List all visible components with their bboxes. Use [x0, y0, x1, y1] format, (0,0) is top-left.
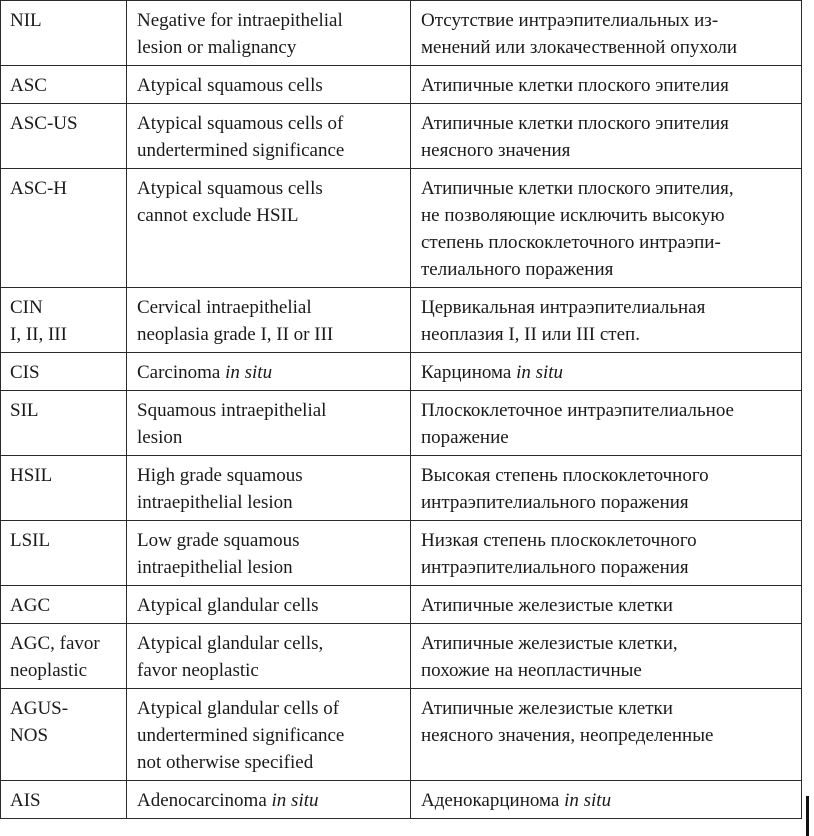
text-line	[137, 695, 402, 722]
russian-term-text: Атипичные клетки плоского эпителия,	[421, 178, 734, 199]
text-line	[421, 592, 793, 619]
table-row	[1, 104, 802, 169]
english-term-text: Carcinoma	[137, 362, 226, 383]
text-line	[137, 657, 402, 684]
russian-term-text: Отсутствие интраэпителиальных из-	[421, 10, 719, 31]
text-line	[421, 489, 793, 516]
text-line	[421, 72, 793, 99]
russian-term-text: Атипичные железистые клетки	[421, 595, 673, 616]
russian-term-cell	[411, 104, 802, 169]
table-row	[1, 288, 802, 353]
text-line	[137, 7, 402, 34]
english-term-text: not otherwise specified	[137, 752, 314, 773]
text-line	[137, 72, 402, 99]
abbreviation-cell	[1, 353, 127, 391]
english-term-text: Atypical squamous cells	[137, 178, 323, 199]
abbreviation-text: I, II, III	[10, 324, 67, 345]
english-term-text: Atypical glandular cells,	[137, 633, 324, 654]
text-line	[137, 137, 402, 164]
text-line	[421, 110, 793, 137]
abbreviation-cell	[1, 104, 127, 169]
text-line	[137, 397, 402, 424]
text-line	[137, 294, 402, 321]
table-row	[1, 353, 802, 391]
english-term-text: Adenocarcinoma	[137, 790, 272, 811]
table-row	[1, 781, 802, 819]
russian-term-cell	[411, 66, 802, 104]
english-term-text: intraepithelial lesion	[137, 492, 293, 513]
text-line	[137, 202, 402, 229]
text-line	[421, 787, 793, 814]
english-term-text: Atypical glandular cells of	[137, 698, 340, 719]
english-term-cell	[127, 456, 411, 521]
abbreviation-text: CIN	[10, 297, 43, 318]
text-line	[421, 137, 793, 164]
russian-term-text: Цервикальная интраэпителиальная	[421, 297, 706, 318]
russian-term-text: телиального поражения	[421, 259, 614, 280]
text-line	[137, 722, 402, 749]
text-line	[421, 175, 793, 202]
russian-term-cell	[411, 586, 802, 624]
abbreviation-text: NIL	[10, 10, 42, 31]
abbreviation-text: AIS	[10, 790, 41, 811]
italic-term-text: in situ	[225, 362, 273, 383]
cropped-edge-mark	[806, 796, 809, 836]
abbreviation-text: ASC	[10, 75, 47, 96]
table-body	[1, 1, 802, 819]
table-row	[1, 391, 802, 456]
abbreviation-cell	[1, 781, 127, 819]
english-term-cell	[127, 104, 411, 169]
russian-term-text: менений или злокачественной опухоли	[421, 37, 738, 58]
abbreviation-text: AGUS-	[10, 698, 69, 719]
text-line	[137, 424, 402, 451]
text-line	[137, 321, 402, 348]
text-line	[137, 787, 402, 814]
english-term-text: undertermined significance	[137, 725, 345, 746]
text-line	[137, 527, 402, 554]
text-line	[137, 110, 402, 137]
english-term-text: Squamous intraepithelial	[137, 400, 327, 421]
text-line	[421, 359, 793, 386]
russian-term-text: Атипичные железистые клетки	[421, 698, 673, 719]
abbreviation-text: LSIL	[10, 530, 51, 551]
russian-term-text: Атипичные клетки плоского эпителия	[421, 75, 729, 96]
english-term-cell	[127, 781, 411, 819]
russian-term-text: интраэпителиального поражения	[421, 492, 689, 513]
text-line	[421, 321, 793, 348]
russian-term-cell	[411, 521, 802, 586]
abbreviation-text: HSIL	[10, 465, 53, 486]
table-row	[1, 586, 802, 624]
text-line	[421, 256, 793, 283]
text-line	[421, 527, 793, 554]
english-term-cell	[127, 624, 411, 689]
english-term-text: Cervical intraepithelial	[137, 297, 312, 318]
abbreviation-cell	[1, 169, 127, 288]
text-line	[137, 630, 402, 657]
text-line	[421, 294, 793, 321]
russian-term-text: не позволяющие исключить высокую	[421, 205, 725, 226]
text-line	[137, 175, 402, 202]
english-term-text: lesion or malignancy	[137, 37, 297, 58]
text-line	[421, 657, 793, 684]
italic-term-text: in situ	[516, 362, 564, 383]
english-term-cell	[127, 586, 411, 624]
russian-term-text: Аденокарцинома	[421, 790, 565, 811]
text-line	[421, 229, 793, 256]
english-term-text: Low grade squamous	[137, 530, 300, 551]
english-term-text: Atypical squamous cells of	[137, 113, 344, 134]
text-line	[421, 34, 793, 61]
english-term-text: favor neoplastic	[137, 660, 259, 681]
russian-term-text: Атипичные клетки плоского эпителия	[421, 113, 729, 134]
english-term-cell	[127, 1, 411, 66]
abbreviation-cell	[1, 689, 127, 781]
abbreviation-text: CIS	[10, 362, 40, 383]
text-line	[421, 397, 793, 424]
text-line	[421, 7, 793, 34]
text-line	[421, 202, 793, 229]
text-line	[137, 359, 402, 386]
table-row	[1, 689, 802, 781]
russian-term-text: похожие на неопластичные	[421, 660, 642, 681]
russian-term-cell	[411, 624, 802, 689]
russian-term-cell	[411, 353, 802, 391]
english-term-cell	[127, 66, 411, 104]
text-line	[137, 489, 402, 516]
english-term-text: Atypical squamous cells	[137, 75, 323, 96]
russian-term-cell	[411, 391, 802, 456]
abbreviation-text: AGC, favor	[10, 633, 100, 654]
english-term-text: Atypical glandular cells	[137, 595, 319, 616]
abbreviation-text: NOS	[10, 725, 49, 746]
russian-term-text: Низкая степень плоскоклеточного	[421, 530, 697, 551]
english-term-cell	[127, 353, 411, 391]
text-line	[421, 462, 793, 489]
russian-term-cell	[411, 288, 802, 353]
italic-term-text: in situ	[271, 790, 319, 811]
abbreviation-text: AGC	[10, 595, 51, 616]
italic-term-text: in situ	[564, 790, 612, 811]
russian-term-text: неясного значения, неопределенные	[421, 725, 714, 746]
abbreviation-cell	[1, 456, 127, 521]
russian-term-text: Атипичные железистые клетки,	[421, 633, 678, 654]
table-row	[1, 1, 802, 66]
english-term-cell	[127, 288, 411, 353]
abbreviation-cell	[1, 66, 127, 104]
russian-term-cell	[411, 1, 802, 66]
english-term-text: High grade squamous	[137, 465, 303, 486]
text-line	[421, 695, 793, 722]
russian-term-text: интраэпителиального поражения	[421, 557, 689, 578]
table-row	[1, 624, 802, 689]
english-term-text: intraepithelial lesion	[137, 557, 293, 578]
text-line	[137, 554, 402, 581]
russian-term-text: неоплазия I, II или III степ.	[421, 324, 640, 345]
russian-term-text: степень плоскоклеточного интраэпи-	[421, 232, 721, 253]
russian-term-text: Карцинома	[421, 362, 517, 383]
english-term-cell	[127, 689, 411, 781]
russian-term-text: Высокая степень плоскоклеточного	[421, 465, 709, 486]
russian-term-text: поражение	[421, 427, 509, 448]
english-term-text: cannot exclude HSIL	[137, 205, 299, 226]
table-row	[1, 169, 802, 288]
english-term-cell	[127, 169, 411, 288]
abbreviation-text: ASC-US	[10, 113, 78, 134]
abbreviation-text: neoplastic	[10, 660, 88, 681]
russian-term-cell	[411, 456, 802, 521]
text-line	[421, 630, 793, 657]
english-term-text: undertermined significance	[137, 140, 345, 161]
abbreviation-text: SIL	[10, 400, 39, 421]
russian-term-cell	[411, 169, 802, 288]
russian-term-cell	[411, 781, 802, 819]
abbreviation-cell	[1, 624, 127, 689]
abbreviation-cell	[1, 586, 127, 624]
russian-term-text: неясного значения	[421, 140, 571, 161]
abbreviation-cell	[1, 1, 127, 66]
text-line	[421, 722, 793, 749]
text-line	[137, 462, 402, 489]
abbreviation-cell	[1, 288, 127, 353]
english-term-text: neoplasia grade I, II or III	[137, 324, 334, 345]
table-row	[1, 66, 802, 104]
english-term-cell	[127, 521, 411, 586]
text-line	[421, 554, 793, 581]
russian-term-text: Плоскоклеточное интраэпителиальное	[421, 400, 734, 421]
text-line	[137, 592, 402, 619]
english-term-text: Negative for intraepithelial	[137, 10, 343, 31]
english-term-cell	[127, 391, 411, 456]
abbreviation-text: ASC-H	[10, 178, 68, 199]
table-row	[1, 521, 802, 586]
text-line	[137, 34, 402, 61]
russian-term-cell	[411, 689, 802, 781]
table-row	[1, 456, 802, 521]
abbreviation-cell	[1, 521, 127, 586]
abbreviation-cell	[1, 391, 127, 456]
text-line	[421, 424, 793, 451]
english-term-text: lesion	[137, 427, 183, 448]
text-line	[137, 749, 402, 776]
